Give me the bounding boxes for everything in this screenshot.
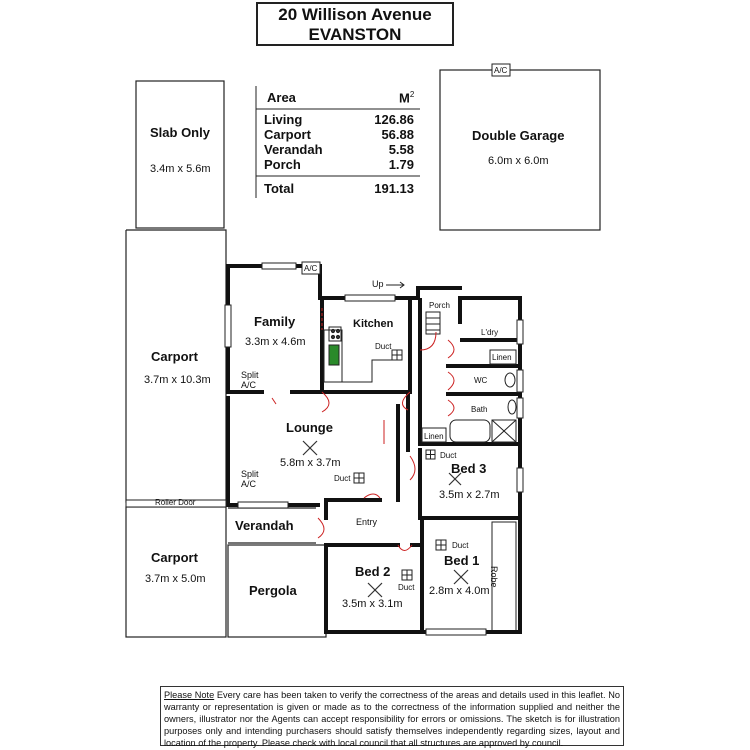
- verandah-label: Verandah: [235, 518, 294, 533]
- bed2-dims: 3.5m x 3.1m: [342, 598, 403, 610]
- bed3-duct-label: Duct: [440, 451, 457, 460]
- laundry-label: L'dry: [481, 328, 499, 337]
- bed3-label: Bed 3: [451, 461, 487, 476]
- area-row-total: Total 191.13: [264, 181, 414, 196]
- carport1-label: Carport: [151, 349, 198, 364]
- robe-label: Robe: [489, 566, 499, 588]
- lounge-dims: 5.8m x 3.7m: [280, 457, 341, 469]
- carport2-label: Carport: [151, 550, 198, 565]
- slab-dims: 3.4m x 5.6m: [150, 163, 211, 175]
- linen-label-2: Linen: [424, 432, 444, 441]
- family-label: Family: [254, 314, 296, 329]
- carport1-dims: 3.7m x 10.3m: [144, 374, 211, 386]
- bed1-dims: 2.8m x 4.0m: [429, 585, 490, 597]
- garage-outline: [440, 70, 600, 230]
- carport2-dims: 3.7m x 5.0m: [145, 573, 206, 585]
- area-row-porch: Porch 1.79: [264, 157, 414, 172]
- roller-door-label: Roller Door: [155, 498, 196, 507]
- property-suburb: EVANSTON: [308, 25, 402, 44]
- lounge-duct-label: Duct: [334, 474, 351, 483]
- linen-label-1: Linen: [492, 353, 512, 362]
- porch-label: Porch: [429, 301, 450, 310]
- entry-label: Entry: [356, 517, 378, 527]
- bed2-duct-label: Duct: [398, 583, 415, 592]
- slab-label: Slab Only: [150, 125, 210, 140]
- garage-dims: 6.0m x 6.0m: [488, 155, 549, 167]
- bed2-label: Bed 2: [355, 564, 391, 579]
- disclaimer-body: Every care has been taken to verify the correctness of the areas and details used in this leaflet. No warranty or representation is given or made as to the correctness of the information supplied and neither the owners, illustrator nor the Agents can accept responsibility for errors or omissions. The sketch is for illustration purposes only and intending purchasers should satisfy themselves independently regarding sizes, layout and location of the property. Please check with local council that all structures are approved by council.: [164, 690, 620, 748]
- kitchen-label: Kitchen: [353, 318, 394, 330]
- property-address: 20 Willison Avenue: [278, 5, 432, 24]
- area-row-verandah: Verandah 5.58: [264, 142, 414, 157]
- area-row-carport: Carport 56.88: [264, 127, 414, 142]
- area-header-label: Area: [267, 90, 296, 105]
- area-header-unit: $M^2$: [399, 90, 415, 106]
- garage-ac-label: A/C: [494, 66, 508, 75]
- bath-label: Bath: [471, 405, 488, 414]
- area-table: [236, 86, 426, 198]
- bed3-dims: 3.5m x 2.7m: [439, 489, 500, 501]
- area-row-living: Living 126.86: [264, 112, 414, 127]
- wc-label: WC: [474, 376, 488, 385]
- kitchen-duct-label: Duct: [375, 342, 392, 351]
- family-dims: 3.3m x 4.6m: [245, 336, 306, 348]
- disclaimer-note: [160, 686, 624, 746]
- lounge-label: Lounge: [286, 420, 333, 435]
- split-ac-lounge: Split A/C: [241, 469, 259, 489]
- stair-up-label: Up: [372, 279, 384, 289]
- carport1-outline: [126, 230, 226, 502]
- pergola-label: Pergola: [249, 583, 297, 598]
- family-ac-label: A/C: [304, 264, 318, 273]
- split-ac-family: Split A/C: [241, 370, 259, 390]
- disclaimer-heading: Please Note: [164, 690, 215, 700]
- garage-label: Double Garage: [472, 128, 565, 143]
- carport2-outline: [126, 507, 226, 637]
- bed1-label: Bed 1: [444, 553, 480, 568]
- slab-outline: [136, 81, 224, 228]
- bed1-duct-label: Duct: [452, 541, 469, 550]
